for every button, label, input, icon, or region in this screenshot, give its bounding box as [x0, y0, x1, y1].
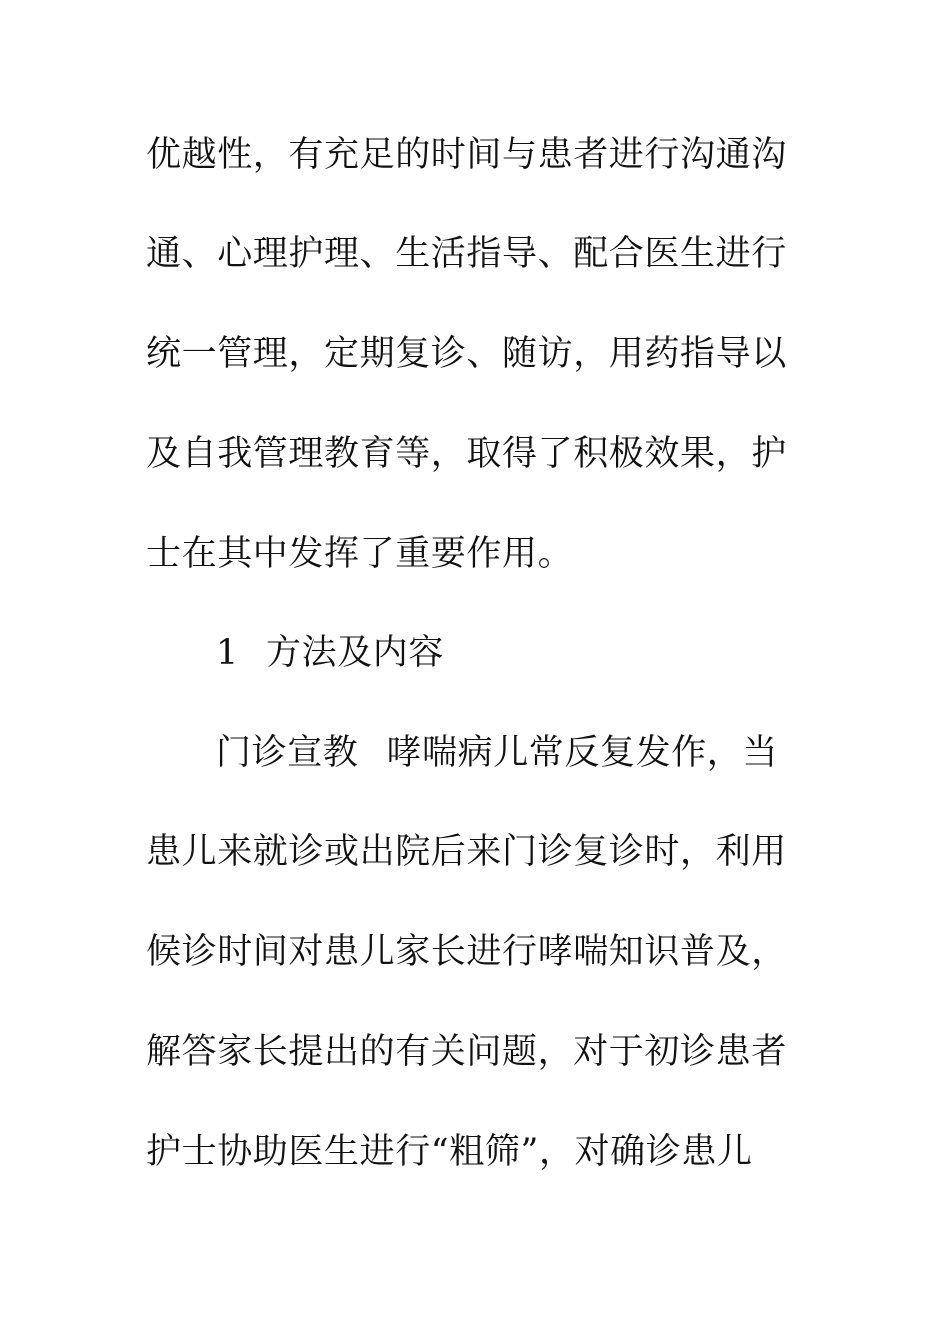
- subsection-line-4: 解答家长提出的有关问题，对于初诊患者: [146, 1032, 787, 1072]
- subsection-line-5: 护士协助医生进行“粗筛”，对确诊患儿: [146, 1132, 753, 1172]
- paragraph-line-3: 统一管理，定期复诊、随访，用药指导以: [146, 334, 787, 374]
- paragraph-line-5: 士在其中发挥了重要作用。: [146, 534, 574, 574]
- section-number: 1: [216, 633, 239, 673]
- paragraph-line-2: 通、心理护理、生活指导、配合医生进行: [146, 234, 787, 274]
- subsection-title: 门诊宣教: [216, 733, 359, 773]
- section-title: 方法及内容: [266, 633, 445, 673]
- paragraph-line-1: 优越性，有充足的时间与患者进行沟通沟: [146, 135, 787, 175]
- subsection-line-2: 患儿来就诊或出院后来门诊复诊时，利用: [146, 832, 787, 872]
- subsection-first-line: [216, 731, 856, 775]
- section-heading: [216, 631, 856, 675]
- paragraph-line-4: 及自我管理教育等，取得了积极效果，护: [146, 434, 787, 474]
- subsection-line-3: 候诊时间对患儿家长进行哮喘知识普及，: [146, 932, 787, 972]
- subsection-first-line-text: 哮喘病儿常反复发作，当: [386, 733, 779, 773]
